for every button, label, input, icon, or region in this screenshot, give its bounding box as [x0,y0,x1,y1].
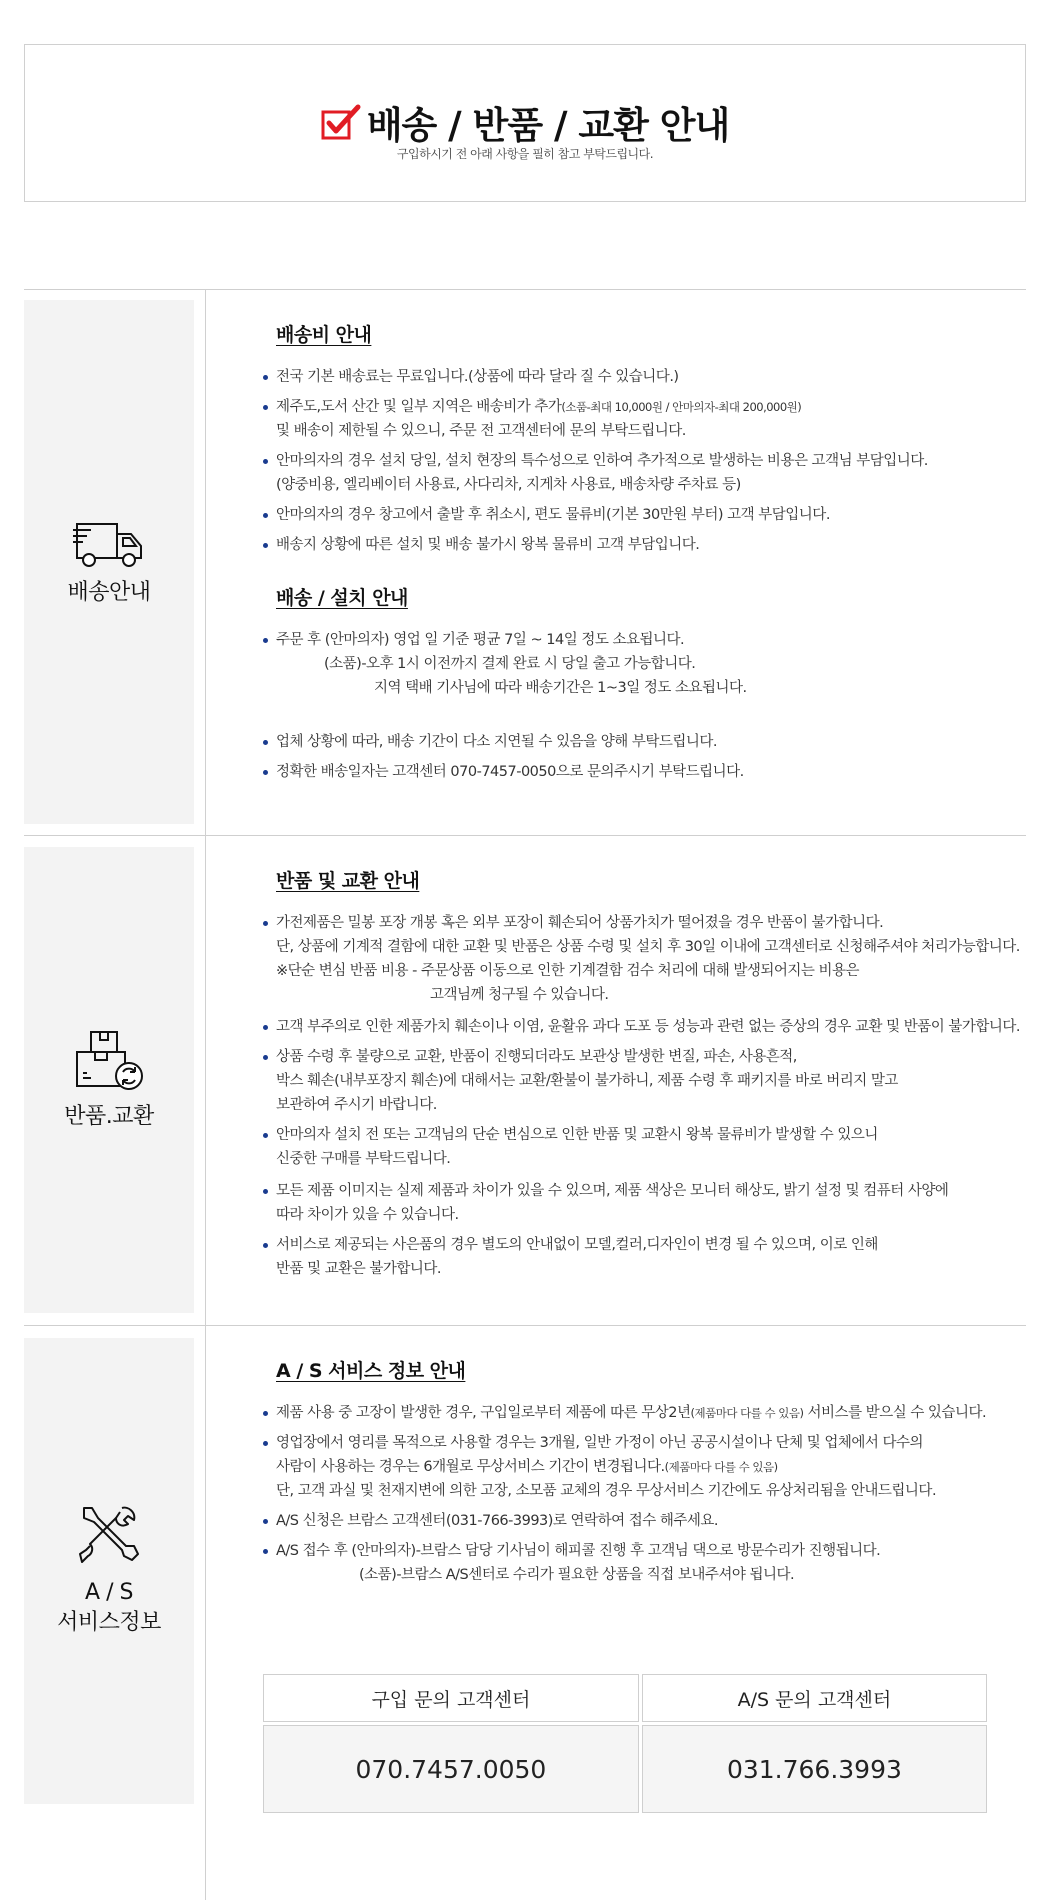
list-item [276,911,1046,1007]
item-text: (양중비용, 엘리베이터 사용료, 사다리차, 지게차 사용료, 배송차량 주차료 등) [276,477,741,493]
list-item [276,395,1046,443]
item-text: A/S 신청은 브람스 고객센터(031-766-3993)로 연락하여 접수 해주세요. [276,1513,718,1529]
item-text: 가전제품은 밀봉 포장 개봉 혹은 외부 포장이 훼손되어 상품가치가 떨어졌을 경우 반품이 불가합니다. [276,915,884,931]
item-text: 정확한 배송일자는 고객센터 070-7457-0050으로 문의주시기 부탁드립니다. [276,764,744,780]
item-text: 제품 사용 중 고장이 발생한 경우, 구입일로부터 제품에 따른 무상2년 [276,1405,691,1421]
section-divider [24,289,1026,290]
item-note: (소품-최대 10,000원 / 안마의자-최대 200,000원) [561,400,802,414]
returns-side-panel [24,847,194,1313]
list-item [276,1015,1046,1039]
item-text: 제주도,도서 산간 및 일부 지역은 배송비가 추가 [276,399,562,415]
page-title [321,95,729,149]
install-list [276,628,1046,784]
as-content [276,1356,1036,1593]
column-divider [205,289,206,1900]
item-text: 지역 택배 기사님에 따라 배송기간은 1~3일 정도 소요됩니다. [374,680,747,696]
item-text: 사람이 사용하는 경우는 6개월로 무상서비스 기간이 변경됩니다. [276,1459,665,1475]
list-item [276,1431,1036,1503]
list-item [276,533,1046,557]
item-text: 업체 상황에 따라, 배송 기간이 다소 지연될 수 있음을 양해 부탁드립니다. [276,734,718,750]
item-text: 영업장에서 영리를 목적으로 사용할 경우는 3개월, 일반 가정이 아닌 공공시설이나 단체 및 업체에서 다수의 [276,1435,924,1451]
list-item [276,730,1046,754]
item-text: 및 배송이 제한될 수 있으니, 주문 전 고객센터에 문의 부탁드립니다. [276,423,686,439]
item-text: 단, 고객 과실 및 천재지변에 의한 고장, 소모품 교체의 경우 무상서비스 기간에도 유상처리됨을 안내드립니다. [276,1483,937,1499]
fee-list [276,365,1046,557]
list-item [276,503,1046,527]
delivery-side-label: 배송안내 [67,580,151,605]
section-divider [24,835,1026,836]
item-text: 보관하여 주시기 바랍니다. [276,1097,437,1113]
item-text: 상품 수령 후 불량으로 교환, 반품이 진행되더라도 보관상 발생한 변질, 파손, 사용흔적, [276,1049,797,1065]
returns-content [276,866,1046,1287]
item-text: A/S 접수 후 (안마의자)-브람스 담당 기사님이 해피콜 진행 후 고객님 댁으로 방문수리가 진행됩니다. [276,1543,881,1559]
item-text: 고객님께 청구될 수 있습니다. [430,987,609,1003]
item-text: 고객 부주의로 인한 제품가치 훼손이나 이염, 윤활유 과다 도포 등 성능과 관련 없는 증상의 경우 교환 및 반품이 불가합니다. [276,1019,1021,1035]
list-item [276,1045,1046,1117]
list-item [276,1509,1036,1533]
item-text: 안마의자의 경우 창고에서 출발 후 취소시, 편도 물류비(기본 30만원 부터) 고객 부담입니다. [276,507,830,523]
list-item [276,1123,1046,1171]
as-heading: A / S 서비스 정보 안내 [276,1360,466,1382]
truck-icon [71,516,147,572]
item-text: 서비스로 제공되는 사은품의 경우 별도의 안내없이 모델,컬러,디자인이 변경 될 수 있으며, 이로 인해 [276,1237,878,1253]
list-item [276,1401,1036,1425]
returns-heading: 반품 및 교환 안내 [276,870,420,892]
contact-table [260,1671,990,1816]
as-contact-label: A/S 문의 고객센터 [642,1674,987,1722]
purchase-phone[interactable]: 070.7457.0050 [263,1725,639,1813]
returns-list [276,911,1046,1281]
item-text: (소품)-오후 1시 이전까지 결제 완료 시 당일 출고 가능합니다. [324,656,696,672]
item-text: 주문 후 (안마의자) 영업 일 기준 평균 7일 ~ 14일 정도 소요됩니다. [276,632,685,648]
item-text: 따라 차이가 있을 수 있습니다. [276,1207,459,1223]
list-item [276,1179,1046,1227]
fee-heading: 배송비 안내 [276,324,372,346]
list-item [276,1539,1036,1587]
item-text: 전국 기본 배송료는 무료입니다.(상품에 따라 달라 질 수 있습니다.) [276,369,679,385]
item-text: 신중한 구매를 부탁드립니다. [276,1151,451,1167]
install-heading: 배송 / 설치 안내 [276,587,408,609]
returns-side-label: 반품.교환 [64,1104,154,1129]
section-divider [24,1325,1026,1326]
item-text: ※단순 변심 반품 비용 - 주문상품 이동으로 인한 기계결함 검수 처리에 대해 발생되어지는 비용은 [276,963,860,979]
tools-icon [76,1504,142,1570]
list-item [276,760,1046,784]
item-note: (제품마다 다를 수 있음) [664,1460,778,1474]
as-side-label-2: 서비스정보 [57,1610,161,1635]
as-side-label: A / S [85,1580,133,1605]
box-return-icon [71,1028,147,1094]
item-text: 안마의자 설치 전 또는 고객님의 단순 변심으로 인한 반품 및 교환시 왕복 물류비가 발생할 수 있으니 [276,1127,878,1143]
item-text: (소품)-브람스 A/S센터로 수리가 필요한 상품을 직접 보내주셔야 됩니다. [359,1567,795,1583]
page-subtitle: 구입하시기 전 아래 사항을 필히 참고 부탁드립니다. [396,147,654,161]
as-list [276,1401,1036,1587]
item-text: 배송지 상황에 따른 설치 및 배송 불가시 왕복 물류비 고객 부담입니다. [276,537,700,553]
list-item [276,449,1046,497]
list-item [276,1233,1046,1281]
item-text: 안마의자의 경우 설치 당일, 설치 현장의 특수성으로 인하여 추가적으로 발생하는 비용은 고객님 부담입니다. [276,453,928,469]
item-text: 반품 및 교환은 불가합니다. [276,1261,442,1277]
list-item [276,628,1046,700]
page-title-text: 배송 / 반품 / 교환 안내 [366,104,730,147]
delivery-content [276,320,1046,790]
purchase-contact-label: 구입 문의 고객센터 [263,1674,639,1722]
header-box [24,44,1026,202]
item-text: 단, 상품에 기계적 결함에 대한 교환 및 반품은 상품 수령 및 설치 후 30일 이내에 고객센터로 신청해주셔야 처리가능합니다. [276,939,1020,955]
as-side-panel [24,1338,194,1804]
delivery-side-panel [24,300,194,824]
as-phone[interactable]: 031.766.3993 [642,1725,987,1813]
item-note: (제품마다 다를 수 있음) [690,1406,804,1420]
checkbox-check-icon [321,104,361,140]
list-item [276,365,1046,389]
item-text: 모든 제품 이미지는 실제 제품과 차이가 있을 수 있으며, 제품 색상은 모니터 해상도, 밝기 설정 및 컴퓨터 사양에 [276,1183,949,1199]
item-text: 서비스를 받으실 수 있습니다. [803,1405,987,1421]
item-text: 박스 훼손(내부포장지 훼손)에 대해서는 교환/환불이 불가하니, 제품 수령 후 패키지를 바로 버리지 말고 [276,1073,898,1089]
